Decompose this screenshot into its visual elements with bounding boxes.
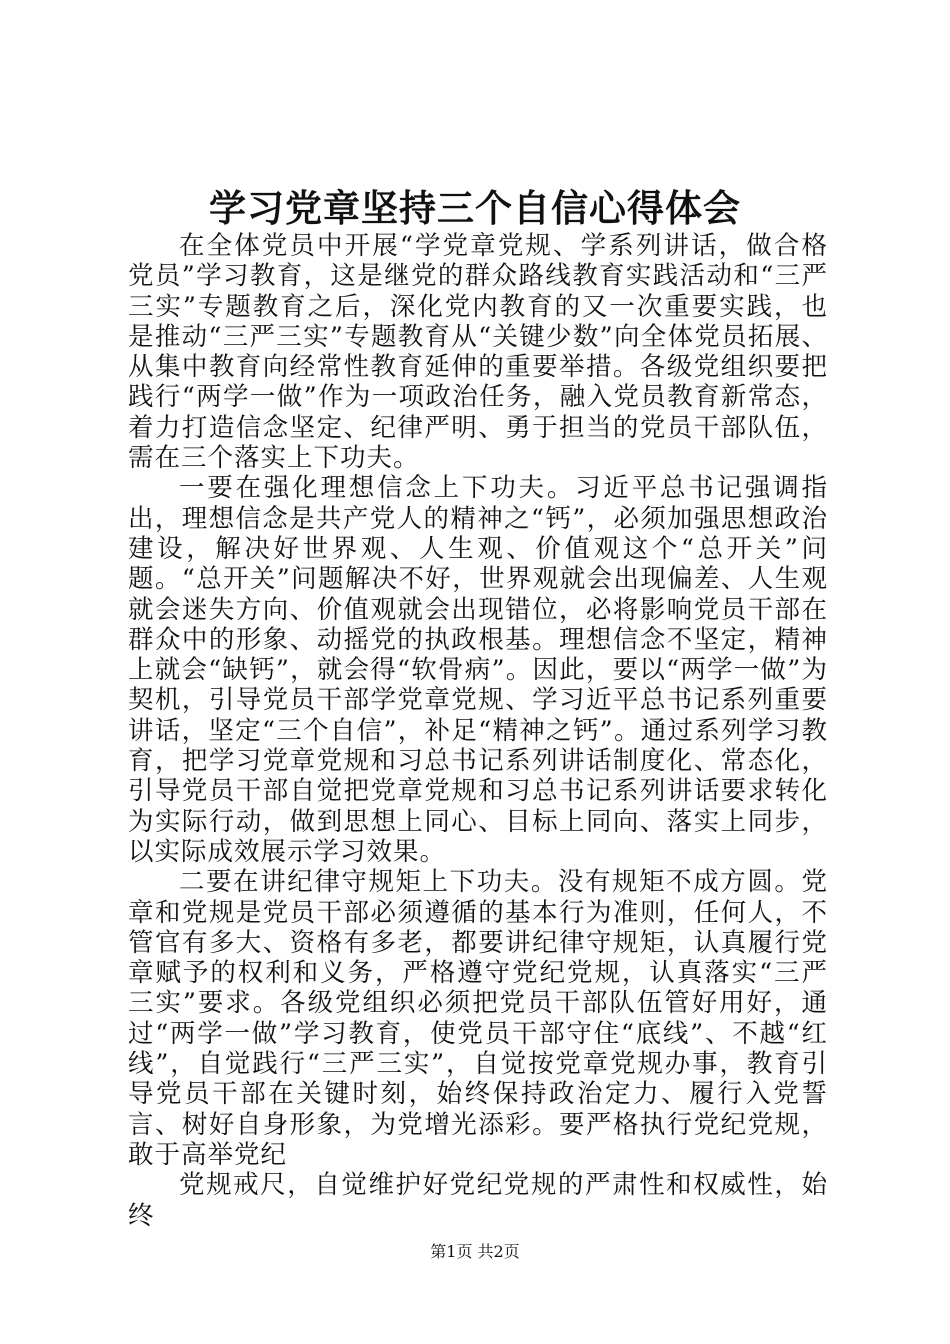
page-footer: 第1页 共2页 xyxy=(430,1242,520,1261)
paragraph-discipline-rules: 二要在讲纪律守规矩上下功夫。没有规矩不成方圆。党章和党规是党员干部必须遵循的基本行为准则，任何人，不管官有多大、资格有多老，都要讲纪律守规矩，认真履行党章赋予的权利和义务，严格遵守党纪党规，认真落实“三严三实”要求。各级党组织必须把党员干部队伍管好用好，通过“两学一做”学习教育，使党员干部守住“底线”、不越“红线”，自觉践行“三严三实”，自觉按党章党规办事，教育引导党员干部在关键时刻，始终保持政治定力、履行入党誓言、树好自身形象，为党增光添彩。要严格执行党纪党规，敢于高举党纪 xyxy=(128,867,828,1170)
paragraph-ideals-beliefs: 一要在强化理想信念上下功夫。习近平总书记强调指出，理想信念是共产党人的精神之“钙”，必须加强思想政治建设，解决好世界观、人生观、价值观这个“总开关”问题。“总开关”问题解决不好，世界观就会出现偏差、人生观就会迷失方向、价值观就会出现错位，必将影响党员干部在群众中的形象、动摇党的执政根基。理想信念不坚定，精神上就会“缺钙”，就会得“软骨病”。因此，要以“两学一做”为契机，引导党员干部学党章党规、学习近平总书记系列重要讲话，坚定“三个自信”，补足“精神之钙”。通过系列学习教育，把学习党章党规和习总书记系列讲话制度化、常态化，引导党员干部自觉把党章党规和习总书记系列讲话要求转化为实际行动，做到思想上同心、目标上同向、落实上同步，以实际成效展示学习效果。 xyxy=(128,473,828,867)
paragraph-continuation: 党规戒尺，自觉维护好党纪党规的严肃性和权威性，始终 xyxy=(128,1170,828,1231)
document-body xyxy=(128,231,828,1231)
document-title: 学习党章坚持三个自信心得体会 xyxy=(209,186,741,230)
paragraph-intro: 在全体党员中开展“学党章党规、学系列讲话，做合格党员”学习教育，这是继党的群众路线教育实践活动和“三严三实”专题教育之后，深化党内教育的又一次重要实践，也是推动“三严三实”专题教育从“关键少数”向全体党员拓展、从集中教育向经常性教育延伸的重要举措。各级党组织要把践行“两学一做”作为一项政治任务，融入党员教育新常态，着力打造信念坚定、纪律严明、勇于担当的党员干部队伍，需在三个落实上下功夫。 xyxy=(128,231,828,474)
